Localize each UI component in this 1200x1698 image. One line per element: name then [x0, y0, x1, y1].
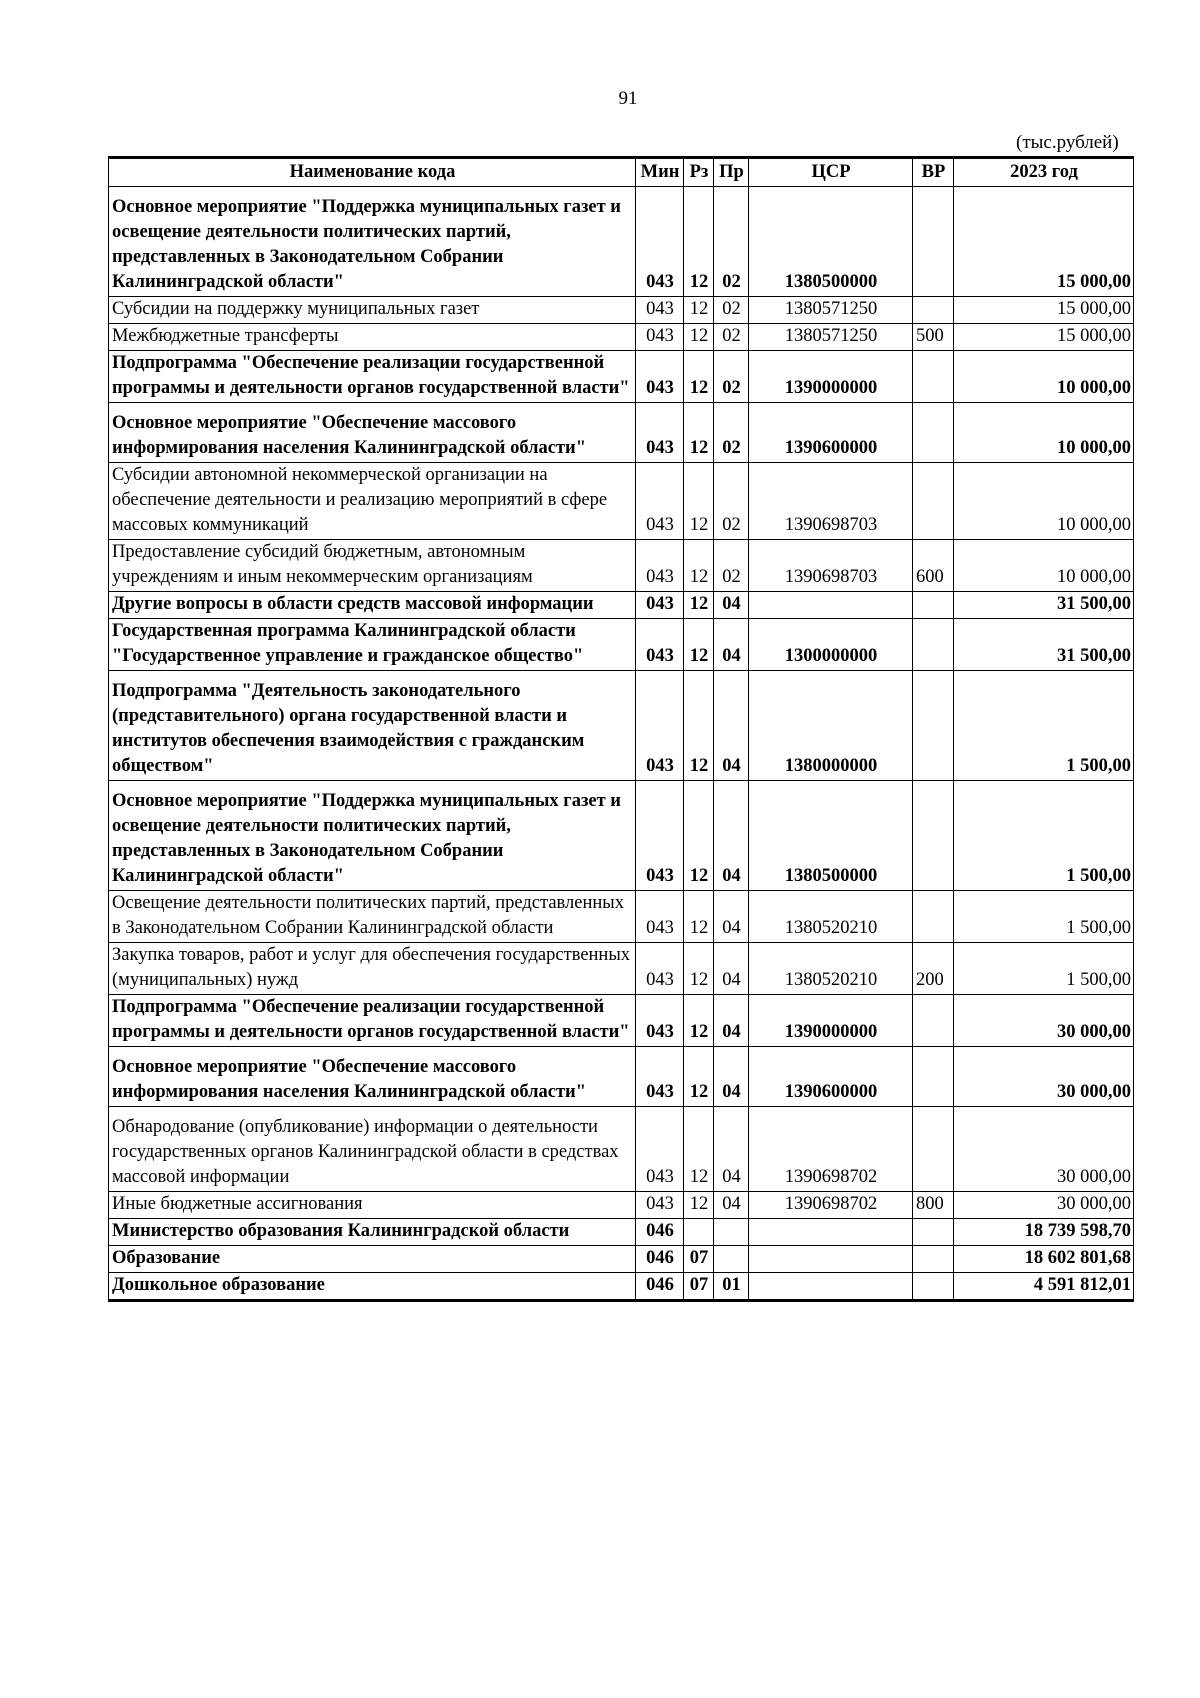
row-min-cell: 043	[636, 540, 684, 592]
row-rz-cell: 12	[684, 1192, 714, 1219]
row-sum-cell: 4 591 812,01	[954, 1273, 1134, 1301]
table-row	[109, 403, 1134, 463]
row-vr-cell: 200	[913, 943, 954, 995]
row-csr-cell: 1380000000	[749, 671, 913, 781]
row-pr-cell: 04	[714, 995, 749, 1047]
table-row	[109, 943, 1134, 995]
row-min-cell: 043	[636, 403, 684, 463]
column-header-vr: ВР	[913, 158, 954, 187]
page-number: 91	[618, 88, 638, 109]
row-vr-cell: 500	[913, 324, 954, 351]
row-sum-cell: 15 000,00	[954, 324, 1134, 351]
column-header-pr: Пр	[714, 158, 749, 187]
row-csr-cell: 1390698703	[749, 540, 913, 592]
row-min-cell: 043	[636, 297, 684, 324]
row-sum-cell: 15 000,00	[954, 187, 1134, 297]
row-csr-cell	[749, 592, 913, 619]
table-row	[109, 1219, 1134, 1246]
units-label: (тыс.рублей)	[1016, 132, 1119, 153]
row-vr-cell	[913, 1047, 954, 1107]
row-sum-cell: 10 000,00	[954, 403, 1134, 463]
table-row	[109, 1246, 1134, 1273]
row-rz-cell: 12	[684, 592, 714, 619]
row-rz-cell: 12	[684, 943, 714, 995]
table-body	[109, 187, 1134, 1301]
row-name-cell: Освещение деятельности политических партий, представленных в Законодательном Собрании Калининградской области	[109, 891, 636, 943]
row-vr-cell	[913, 995, 954, 1047]
row-name-cell: Основное мероприятие "Обеспечение массового информирования населения Калининградской области"	[109, 403, 636, 463]
row-csr-cell: 1380571250	[749, 297, 913, 324]
row-pr-cell: 04	[714, 781, 749, 891]
table-row	[109, 1273, 1134, 1301]
row-name-cell: Межбюджетные трансферты	[109, 324, 636, 351]
row-min-cell: 043	[636, 1107, 684, 1192]
row-rz-cell: 12	[684, 324, 714, 351]
row-sum-cell: 18 602 801,68	[954, 1246, 1134, 1273]
row-vr-cell	[913, 297, 954, 324]
row-rz-cell: 12	[684, 781, 714, 891]
row-sum-cell: 10 000,00	[954, 540, 1134, 592]
row-rz-cell: 07	[684, 1246, 714, 1273]
row-name-cell: Обнародование (опубликование) информации о деятельности государственных органов Калининградской области в средствах массовой информации	[109, 1107, 636, 1192]
table-row	[109, 463, 1134, 540]
row-sum-cell: 1 500,00	[954, 671, 1134, 781]
row-vr-cell	[913, 1107, 954, 1192]
row-min-cell: 046	[636, 1246, 684, 1273]
table-row	[109, 671, 1134, 781]
row-sum-cell: 30 000,00	[954, 1107, 1134, 1192]
row-pr-cell: 04	[714, 1192, 749, 1219]
table-row	[109, 1107, 1134, 1192]
row-min-cell: 043	[636, 351, 684, 403]
row-min-cell: 043	[636, 891, 684, 943]
table-row	[109, 297, 1134, 324]
row-vr-cell	[913, 671, 954, 781]
row-pr-cell: 04	[714, 671, 749, 781]
row-rz-cell: 12	[684, 1047, 714, 1107]
row-min-cell: 043	[636, 781, 684, 891]
row-vr-cell: 600	[913, 540, 954, 592]
row-pr-cell: 04	[714, 891, 749, 943]
row-name-cell: Образование	[109, 1246, 636, 1273]
row-name-cell: Подпрограмма "Обеспечение реализации государственной программы и деятельности органов государственной власти"	[109, 351, 636, 403]
row-sum-cell: 1 500,00	[954, 891, 1134, 943]
row-min-cell: 046	[636, 1219, 684, 1246]
row-name-cell: Иные бюджетные ассигнования	[109, 1192, 636, 1219]
row-min-cell: 043	[636, 1192, 684, 1219]
row-csr-cell: 1300000000	[749, 619, 913, 671]
column-header-min: Мин	[636, 158, 684, 187]
column-header-rz: Рз	[684, 158, 714, 187]
row-sum-cell: 10 000,00	[954, 351, 1134, 403]
row-name-cell: Основное мероприятие "Поддержка муниципальных газет и освещение деятельности политических партий, представленных в Законодательном Собрании Калининградской области"	[109, 781, 636, 891]
row-sum-cell: 30 000,00	[954, 1047, 1134, 1107]
row-rz-cell: 12	[684, 619, 714, 671]
table-row	[109, 619, 1134, 671]
row-rz-cell: 12	[684, 187, 714, 297]
row-rz-cell: 12	[684, 540, 714, 592]
row-rz-cell: 12	[684, 671, 714, 781]
row-pr-cell: 04	[714, 592, 749, 619]
table-row	[109, 324, 1134, 351]
row-min-cell: 043	[636, 324, 684, 351]
row-sum-cell: 31 500,00	[954, 592, 1134, 619]
row-rz-cell: 07	[684, 1273, 714, 1301]
row-sum-cell: 1 500,00	[954, 781, 1134, 891]
row-name-cell: Министерство образования Калининградской области	[109, 1219, 636, 1246]
row-min-cell: 043	[636, 463, 684, 540]
row-rz-cell: 12	[684, 1107, 714, 1192]
row-csr-cell	[749, 1273, 913, 1301]
row-csr-cell: 1380520210	[749, 943, 913, 995]
row-min-cell: 043	[636, 592, 684, 619]
row-pr-cell: 02	[714, 297, 749, 324]
table-row	[109, 592, 1134, 619]
row-rz-cell: 12	[684, 297, 714, 324]
row-sum-cell: 10 000,00	[954, 463, 1134, 540]
column-header-csr: ЦСР	[749, 158, 913, 187]
row-pr-cell: 02	[714, 463, 749, 540]
budget-table	[108, 156, 1134, 1302]
table-row	[109, 891, 1134, 943]
row-csr-cell: 1380571250	[749, 324, 913, 351]
row-vr-cell	[913, 619, 954, 671]
row-min-cell: 046	[636, 1273, 684, 1301]
row-min-cell: 043	[636, 619, 684, 671]
row-name-cell: Основное мероприятие "Обеспечение массового информирования населения Калининградской области"	[109, 1047, 636, 1107]
row-pr-cell: 01	[714, 1273, 749, 1301]
row-pr-cell: 02	[714, 351, 749, 403]
row-name-cell: Государственная программа Калининградской области "Государственное управление и гражданское общество"	[109, 619, 636, 671]
row-pr-cell: 02	[714, 403, 749, 463]
table-header-row	[109, 158, 1134, 187]
row-rz-cell: 12	[684, 351, 714, 403]
row-pr-cell	[714, 1219, 749, 1246]
row-vr-cell	[913, 351, 954, 403]
row-rz-cell	[684, 1219, 714, 1246]
table-row	[109, 781, 1134, 891]
row-pr-cell: 02	[714, 324, 749, 351]
row-pr-cell	[714, 1246, 749, 1273]
row-pr-cell: 04	[714, 943, 749, 995]
row-pr-cell: 02	[714, 187, 749, 297]
row-sum-cell: 15 000,00	[954, 297, 1134, 324]
row-csr-cell: 1390000000	[749, 351, 913, 403]
row-min-cell: 043	[636, 1047, 684, 1107]
row-vr-cell	[913, 1273, 954, 1301]
row-name-cell: Дошкольное образование	[109, 1273, 636, 1301]
row-rz-cell: 12	[684, 463, 714, 540]
row-name-cell: Предоставление субсидий бюджетным, автономным учреждениям и иным некоммерческим организациям	[109, 540, 636, 592]
row-name-cell: Подпрограмма "Обеспечение реализации государственной программы и деятельности органов государственной власти"	[109, 995, 636, 1047]
row-rz-cell: 12	[684, 995, 714, 1047]
row-sum-cell: 30 000,00	[954, 995, 1134, 1047]
row-csr-cell: 1380500000	[749, 187, 913, 297]
row-vr-cell	[913, 187, 954, 297]
row-csr-cell	[749, 1246, 913, 1273]
row-pr-cell: 04	[714, 1107, 749, 1192]
row-vr-cell	[913, 1246, 954, 1273]
row-name-cell: Основное мероприятие "Поддержка муниципальных газет и освещение деятельности политических партий, представленных в Законодательном Собрании Калининградской области"	[109, 187, 636, 297]
row-vr-cell	[913, 781, 954, 891]
table-row	[109, 995, 1134, 1047]
row-csr-cell: 1390600000	[749, 403, 913, 463]
row-pr-cell: 04	[714, 1047, 749, 1107]
row-csr-cell	[749, 1219, 913, 1246]
row-vr-cell	[913, 891, 954, 943]
column-header-name: Наименование кода	[109, 158, 636, 187]
row-csr-cell: 1390698702	[749, 1107, 913, 1192]
row-rz-cell: 12	[684, 891, 714, 943]
row-name-cell: Субсидии автономной некоммерческой организации на обеспечение деятельности и реализацию мероприятий в сфере массовых коммуникаций	[109, 463, 636, 540]
row-pr-cell: 02	[714, 540, 749, 592]
row-name-cell: Другие вопросы в области средств массовой информации	[109, 592, 636, 619]
row-name-cell: Подпрограмма "Деятельность законодательного (представительного) органа государственной власти и институтов обеспечения взаимодействия с гражданским обществом"	[109, 671, 636, 781]
row-vr-cell	[913, 403, 954, 463]
row-name-cell: Субсидии на поддержку муниципальных газет	[109, 297, 636, 324]
table-row	[109, 351, 1134, 403]
row-min-cell: 043	[636, 671, 684, 781]
column-header-year: 2023 год	[954, 158, 1134, 187]
row-csr-cell: 1380500000	[749, 781, 913, 891]
row-vr-cell	[913, 592, 954, 619]
row-sum-cell: 30 000,00	[954, 1192, 1134, 1219]
row-min-cell: 043	[636, 995, 684, 1047]
row-csr-cell: 1390600000	[749, 1047, 913, 1107]
row-sum-cell: 1 500,00	[954, 943, 1134, 995]
row-pr-cell: 04	[714, 619, 749, 671]
row-sum-cell: 18 739 598,70	[954, 1219, 1134, 1246]
row-csr-cell: 1390000000	[749, 995, 913, 1047]
row-vr-cell: 800	[913, 1192, 954, 1219]
row-vr-cell	[913, 463, 954, 540]
row-min-cell: 043	[636, 943, 684, 995]
row-csr-cell: 1380520210	[749, 891, 913, 943]
row-name-cell: Закупка товаров, работ и услуг для обеспечения государственных (муниципальных) нужд	[109, 943, 636, 995]
table-row	[109, 1192, 1134, 1219]
table-row	[109, 1047, 1134, 1107]
row-csr-cell: 1390698703	[749, 463, 913, 540]
row-vr-cell	[913, 1219, 954, 1246]
row-sum-cell: 31 500,00	[954, 619, 1134, 671]
table-row	[109, 540, 1134, 592]
row-csr-cell: 1390698702	[749, 1192, 913, 1219]
table-row	[109, 187, 1134, 297]
row-rz-cell: 12	[684, 403, 714, 463]
row-min-cell: 043	[636, 187, 684, 297]
